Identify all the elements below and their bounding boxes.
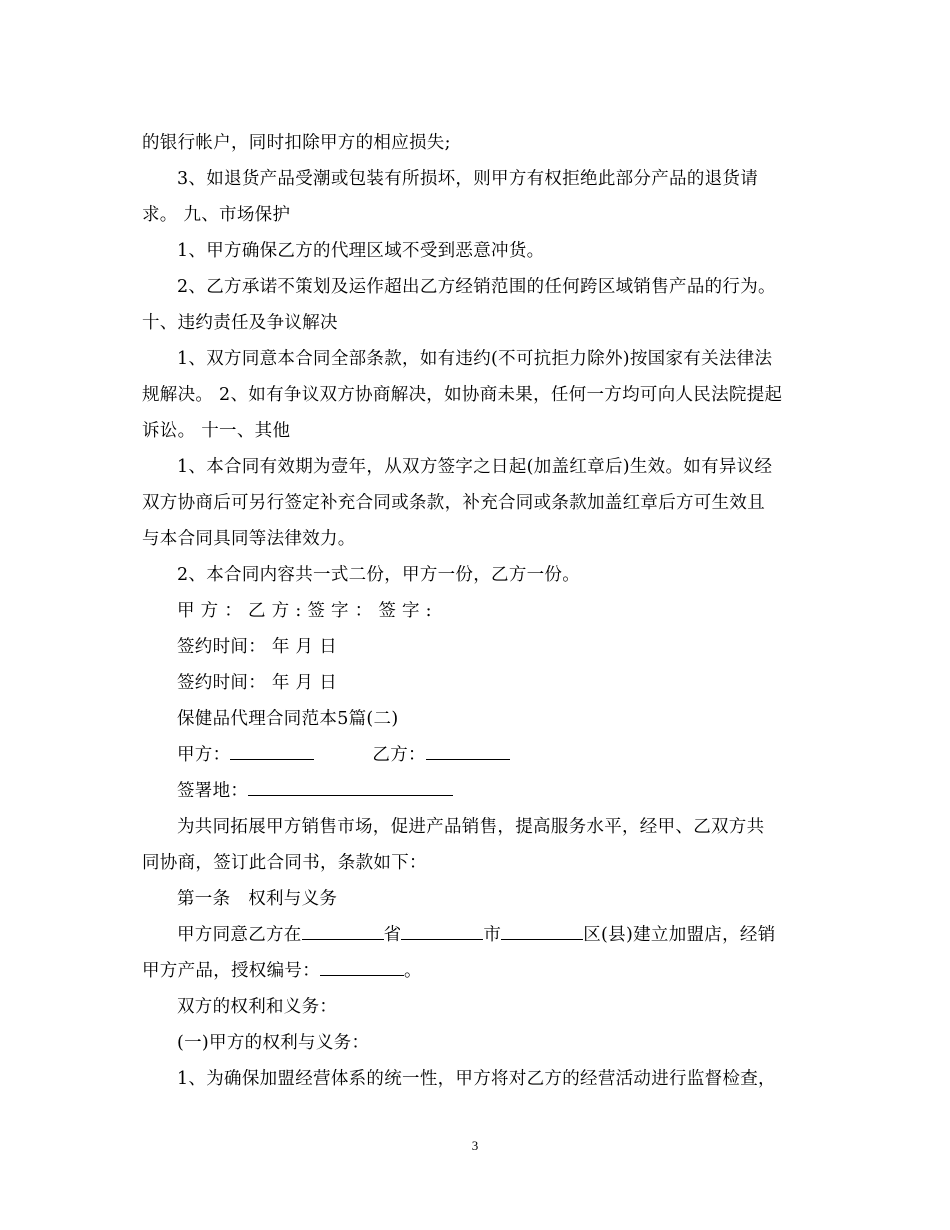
party-a-label: 甲方：: [177, 745, 231, 765]
paragraph-line: 与本合同具同等法律效力。: [142, 529, 356, 549]
signing-place-label: 签署地：: [177, 781, 249, 801]
section-heading: 十、违约责任及争议解决: [142, 313, 338, 333]
signing-place-field: [177, 779, 817, 803]
document-subtitle: 保健品代理合同范本5篇(二): [177, 709, 399, 729]
paragraph-line: 3、如退货产品受潮或包装有所损坏，则甲方有权拒绝此部分产品的退货请: [177, 169, 759, 189]
text-segment: 甲方产品，授权编号：: [142, 961, 320, 981]
paragraph-line: 双方的权利和义务：: [177, 997, 338, 1017]
article-heading: 第一条 权利与义务: [177, 889, 338, 909]
text-segment: 。: [404, 961, 422, 981]
paragraph-line: 的银行帐户，同时扣除甲方的相应损失;: [142, 133, 451, 153]
text-segment: 甲方同意乙方在: [177, 925, 302, 945]
party-fields: [177, 743, 817, 767]
paragraph-line: 1、本合同有效期为壹年，从双方签字之日起(加盖红章后)生效。如有异议经: [177, 457, 773, 477]
authorization-number-blank: [320, 959, 404, 976]
paragraph-line: 诉讼。 十一、其他: [142, 421, 291, 441]
city-blank: [401, 923, 483, 940]
signing-date-line: 签约时间： 年 月 日: [177, 637, 337, 657]
text-segment: 市: [483, 925, 502, 945]
paragraph-line: 同协商，签订此合同书，条款如下：: [142, 853, 427, 873]
paragraph-line: 2、乙方承诺不策划及运作超出乙方经销范围的任何跨区域销售产品的行为。: [177, 277, 776, 297]
text-segment: 区(县)建立加盟店，经销: [583, 925, 776, 945]
district-blank: [501, 923, 583, 940]
paragraph-line: 1、为确保加盟经营体系的统一性，甲方将对乙方的经营活动进行监督检查，: [177, 1069, 776, 1089]
paragraph-line: 双方协商后可另行签定补充合同或条款，补充合同或条款加盖红章后方可生效且: [142, 493, 765, 513]
party-b-blank: [426, 743, 510, 760]
location-fields: [177, 923, 817, 947]
paragraph-line: 2、本合同内容共一式二份，甲方一份，乙方一份。: [177, 565, 581, 585]
signature-labels: 甲 方 ： 乙 方 : 签 字 ： 签 字 :: [177, 601, 432, 621]
page-number: 3: [471, 1138, 479, 1153]
province-blank: [302, 923, 384, 940]
paragraph-line: 为共同拓展甲方销售市场，促进产品销售，提高服务水平，经甲、乙双方共: [177, 817, 765, 837]
paragraph-line: 1、双方同意本合同全部条款，如有违约(不可抗拒力除外)按国家有关法律法: [177, 349, 773, 369]
signing-date-line: 签约时间： 年 月 日: [177, 673, 337, 693]
authorization-field: [142, 959, 812, 983]
paragraph-line: 规解决。 2、如有争议双方协商解决，如协商未果，任何一方均可向人民法院提起: [142, 385, 783, 405]
paragraph-line: 1、甲方确保乙方的代理区域不受到恶意冲货。: [177, 241, 545, 261]
paragraph-line: 求。 九、市场保护: [142, 205, 291, 225]
signing-place-blank: [248, 779, 453, 796]
party-b-label: 乙方：: [372, 745, 426, 765]
party-a-blank: [230, 743, 314, 760]
paragraph-line: (一)甲方的权利与义务：: [177, 1033, 370, 1053]
text-segment: 省: [383, 925, 402, 945]
